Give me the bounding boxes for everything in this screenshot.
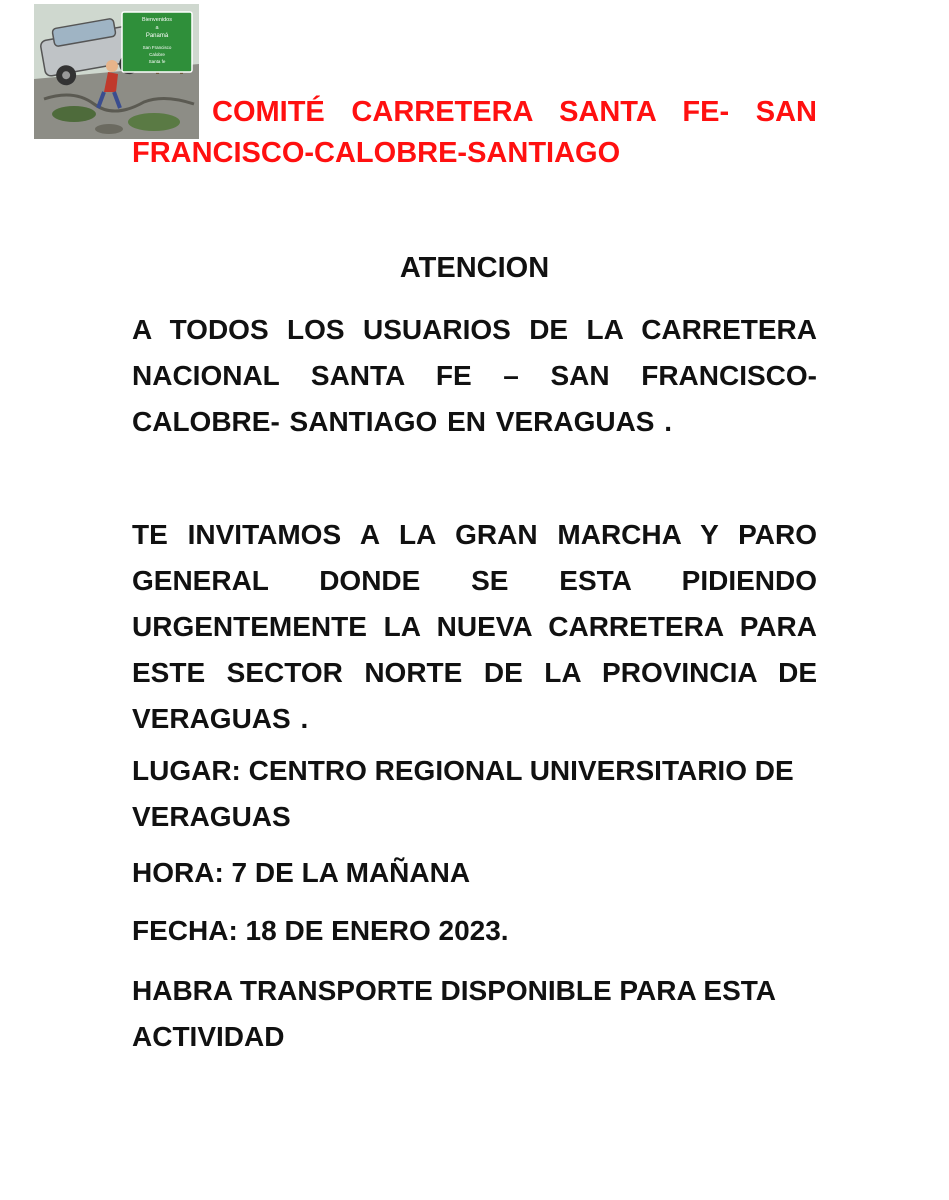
audience-paragraph: A TODOS LOS USUARIOS DE LA CARRETERA NACIONAL SANTA FE – SAN FRANCISCO-CALOBRE- SANTIAGO EN VERAGUAS .: [132, 314, 817, 437]
sign-line-5: Calobre: [149, 52, 165, 57]
sign-line-3: Panamá: [145, 33, 169, 39]
invitation-paragraph: TE INVITAMOS A LA GRAN MARCHA Y PARO GENERAL DONDE SE ESTA PIDIENDO URGENTEMENTE LA NUEVA CARRETERA PARA ESTE SECTOR NORTE DE LA PROVINCIA DE VERAGUAS .: [132, 519, 817, 734]
sign-line-6: Santa fe: [148, 59, 166, 64]
event-time: HORA: 7 DE LA MAÑANA: [132, 857, 471, 888]
transport-note: HABRA TRANSPORTE DISPONIBLE PARA ESTA ACTIVIDAD: [132, 975, 775, 1052]
flyer-document: [132, 92, 817, 1052]
sign-line-4: San Francisco: [142, 45, 172, 50]
committee-title: COMITÉ CARRETERA SANTA FE- SAN FRANCISCO-CALOBRE-SANTIAGO: [132, 96, 817, 169]
sign-line-2: a: [155, 25, 159, 31]
sign-line-1: Bienvenidos: [142, 17, 172, 23]
attention-heading: ATENCION: [399, 252, 550, 284]
event-date: FECHA: 18 DE ENERO 2023.: [132, 915, 509, 946]
event-location: LUGAR: CENTRO REGIONAL UNIVERSITARIO DE VERAGUAS: [132, 755, 794, 832]
